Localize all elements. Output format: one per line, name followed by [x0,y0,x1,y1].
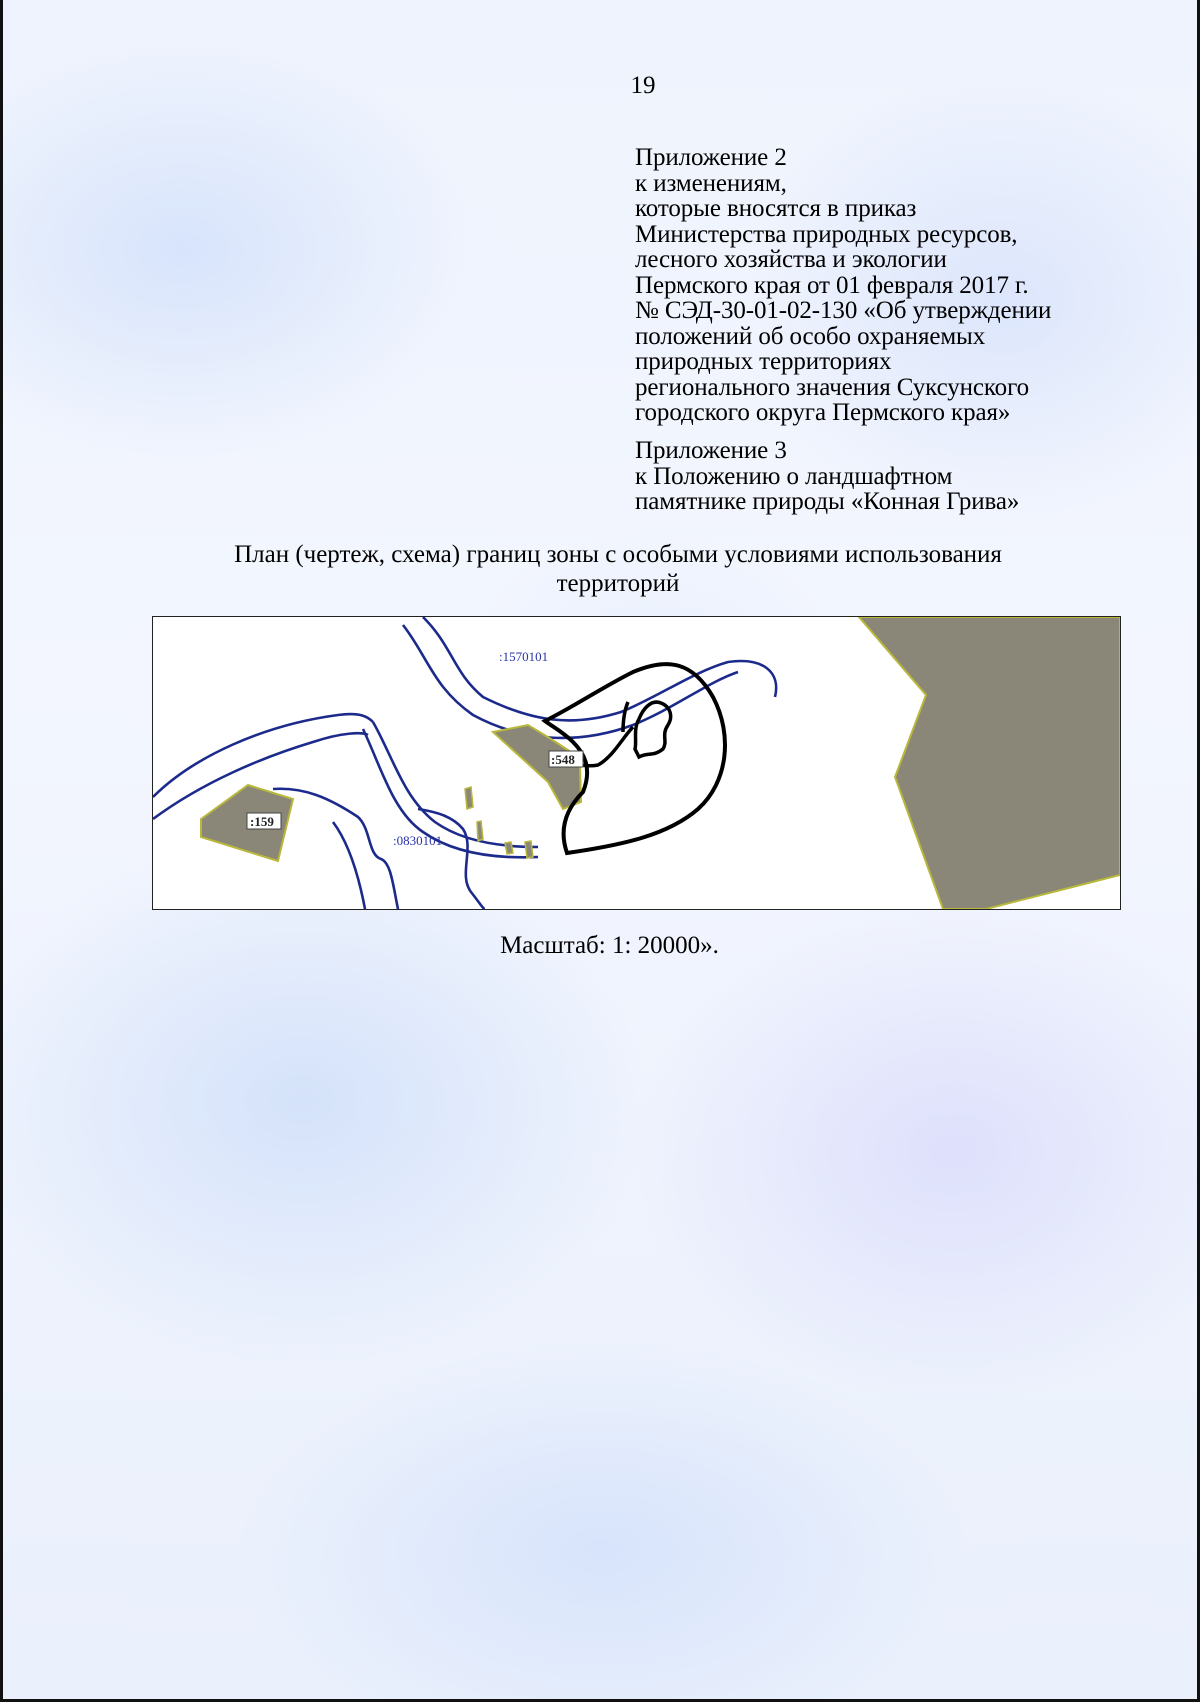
plan-title-line: территорий [556,570,680,597]
annex-2-line: которые вносятся в приказ [635,195,917,222]
label-quarter-south: :0830101 [393,833,443,848]
annex-3-line: Приложение 3 [635,437,787,464]
quarter-boundaries [153,617,776,909]
forest-area [859,617,1120,909]
annex-3-line: памятнике природы «Конная Грива» [635,488,1020,515]
label-parcel-548: :548 [551,752,575,767]
river-upper-line [423,617,776,720]
branch-line-2 [418,809,485,909]
annex-2-line: Министерства природных ресурсов, [635,220,1018,248]
annex-2-header [635,145,1155,426]
annex-2-line: лесного хозяйства и экологии [635,246,947,273]
map-svg [153,617,1120,909]
parcel-line-west-outer [153,714,373,797]
annex-2-line: положений об особо охраняемых [635,322,986,350]
annex-2-line: к изменениям, [635,169,787,197]
annex-2-line: природных территориях [635,348,892,375]
plan-title-line: План (чертеж, схема) границ зоны с особыми условиями использования [234,541,1002,568]
label-parcel-159-box [247,813,281,829]
parcel-small-1 [465,787,473,809]
annex-2-line: № СЭД-30-01-02-130 «Об утверждении [635,297,1052,324]
parcel-small-4 [525,841,533,858]
parcel-small-3 [505,842,513,854]
annex-2-line: Приложение 2 [635,144,787,171]
annex-3-line: к Положению о ландшафтном [635,462,953,490]
label-parcel-159: :159 [250,814,274,829]
annex-2-line: регионального значения Суксунского [635,373,1030,401]
branch-line-3 [333,822,365,909]
parcel-small-2 [477,821,483,841]
scale-text: Масштаб: 1: 20000». [500,932,719,959]
label-parcel-548-box [549,751,583,767]
annex-2-line: городского округа Пермского края» [635,399,1011,426]
annex-2-line: Пермского края от 01 февраля 2017 г. [635,271,1029,299]
annex-3-header [635,438,1155,515]
boundary-map [152,616,1121,910]
plan-title [153,540,1083,598]
label-quarter-north: :1570101 [499,649,549,664]
page-number: 19 [630,72,656,99]
